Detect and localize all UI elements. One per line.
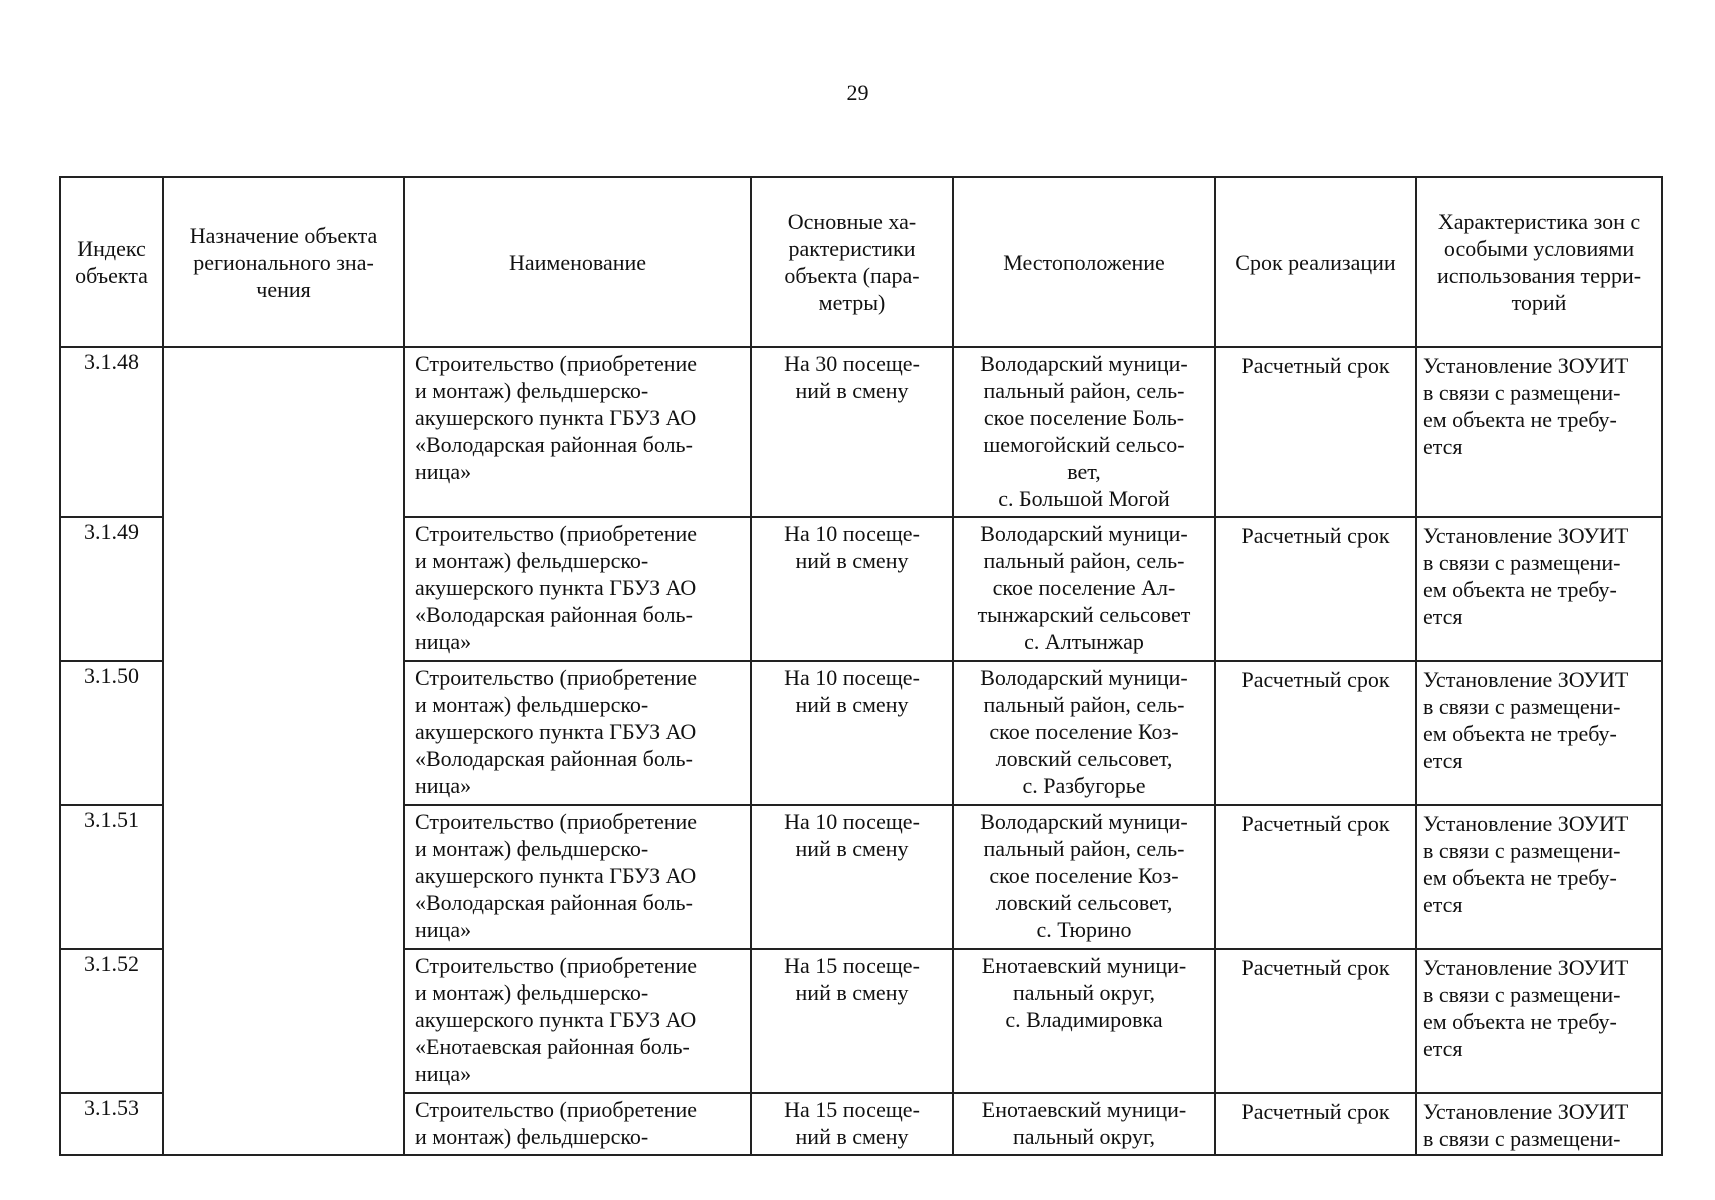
table-header-row bbox=[60, 177, 1662, 347]
cell-name: Строительство (приобретение и монтаж) фельдшерско- акушерского пункта ГБУЗ АО «Володарская районная боль- ница» bbox=[404, 517, 751, 661]
cell-term: Расчетный срок bbox=[1215, 517, 1416, 661]
cell-term: Расчетный срок bbox=[1215, 661, 1416, 805]
header-purpose: Назначение объекта регионального зна- чения bbox=[163, 177, 404, 347]
cell-zone: Установление ЗОУИТ в связи с размещени- ем объекта не требу- ется bbox=[1416, 517, 1662, 661]
cell-name: Строительство (приобретение и монтаж) фельдшерско- bbox=[404, 1093, 751, 1155]
table-row bbox=[60, 347, 1662, 517]
cell-term: Расчетный срок bbox=[1215, 347, 1416, 517]
cell-location: Володарский муници- пальный район, сель- ское поселение Ал- тынжарский сельсовет с. Алтынжар bbox=[953, 517, 1215, 661]
cell-location: Володарский муници- пальный район, сель- ское поселение Боль- шемогойский сельсо- вет, с. Большой Могой bbox=[953, 347, 1215, 517]
cell-index: 3.1.48 bbox=[60, 347, 163, 517]
cell-index: 3.1.50 bbox=[60, 661, 163, 805]
header-location: Местоположение bbox=[953, 177, 1215, 347]
cell-index: 3.1.49 bbox=[60, 517, 163, 661]
cell-term: Расчетный срок bbox=[1215, 949, 1416, 1093]
cell-params: На 10 посеще- ний в смену bbox=[751, 805, 953, 949]
page-number: 29 bbox=[846, 80, 869, 105]
cell-zone: Установление ЗОУИТ в связи с размещени- ем объекта не требу- ется bbox=[1416, 347, 1662, 517]
cell-params: На 15 посеще- ний в смену bbox=[751, 1093, 953, 1155]
cell-zone: Установление ЗОУИТ в связи с размещени- ем объекта не требу- ется bbox=[1416, 661, 1662, 805]
objects-table bbox=[59, 176, 1663, 1156]
cell-location: Енотаевский муници- пальный округ, с. Владимировка bbox=[953, 949, 1215, 1093]
cell-location: Володарский муници- пальный район, сель- ское поселение Коз- ловский сельсовет, с. Тюрино bbox=[953, 805, 1215, 949]
cell-params: На 10 посеще- ний в смену bbox=[751, 661, 953, 805]
cell-params: На 15 посеще- ний в смену bbox=[751, 949, 953, 1093]
cell-index: 3.1.52 bbox=[60, 949, 163, 1093]
cell-name: Строительство (приобретение и монтаж) фельдшерско- акушерского пункта ГБУЗ АО «Енотаевская районная боль- ница» bbox=[404, 949, 751, 1093]
cell-location: Енотаевский муници- пальный округ, bbox=[953, 1093, 1215, 1155]
cell-location: Володарский муници- пальный район, сель- ское поселение Коз- ловский сельсовет, с. Разбугорье bbox=[953, 661, 1215, 805]
cell-index: 3.1.51 bbox=[60, 805, 163, 949]
cell-zone: Установление ЗОУИТ в связи с размещени- bbox=[1416, 1093, 1662, 1155]
cell-term: Расчетный срок bbox=[1215, 805, 1416, 949]
cell-name: Строительство (приобретение и монтаж) фельдшерско- акушерского пункта ГБУЗ АО «Володарская районная боль- ница» bbox=[404, 805, 751, 949]
cell-zone: Установление ЗОУИТ в связи с размещени- ем объекта не требу- ется bbox=[1416, 805, 1662, 949]
cell-zone: Установление ЗОУИТ в связи с размещени- ем объекта не требу- ется bbox=[1416, 949, 1662, 1093]
cell-index: 3.1.53 bbox=[60, 1093, 163, 1155]
cell-params: На 10 посеще- ний в смену bbox=[751, 517, 953, 661]
header-index: Индекс объекта bbox=[60, 177, 163, 347]
header-name: Наименование bbox=[404, 177, 751, 347]
cell-params: На 30 посеще- ний в смену bbox=[751, 347, 953, 517]
cell-term: Расчетный срок bbox=[1215, 1093, 1416, 1155]
header-term: Срок реализации bbox=[1215, 177, 1416, 347]
cell-purpose bbox=[163, 347, 404, 1155]
cell-name: Строительство (приобретение и монтаж) фельдшерско- акушерского пункта ГБУЗ АО «Володарская районная боль- ница» bbox=[404, 347, 751, 517]
header-zone: Характеристика зон с особыми условиями использования терри- торий bbox=[1416, 177, 1662, 347]
header-params: Основные ха- рактеристики объекта (пара- метры) bbox=[751, 177, 953, 347]
cell-name: Строительство (приобретение и монтаж) фельдшерско- акушерского пункта ГБУЗ АО «Володарская районная боль- ница» bbox=[404, 661, 751, 805]
